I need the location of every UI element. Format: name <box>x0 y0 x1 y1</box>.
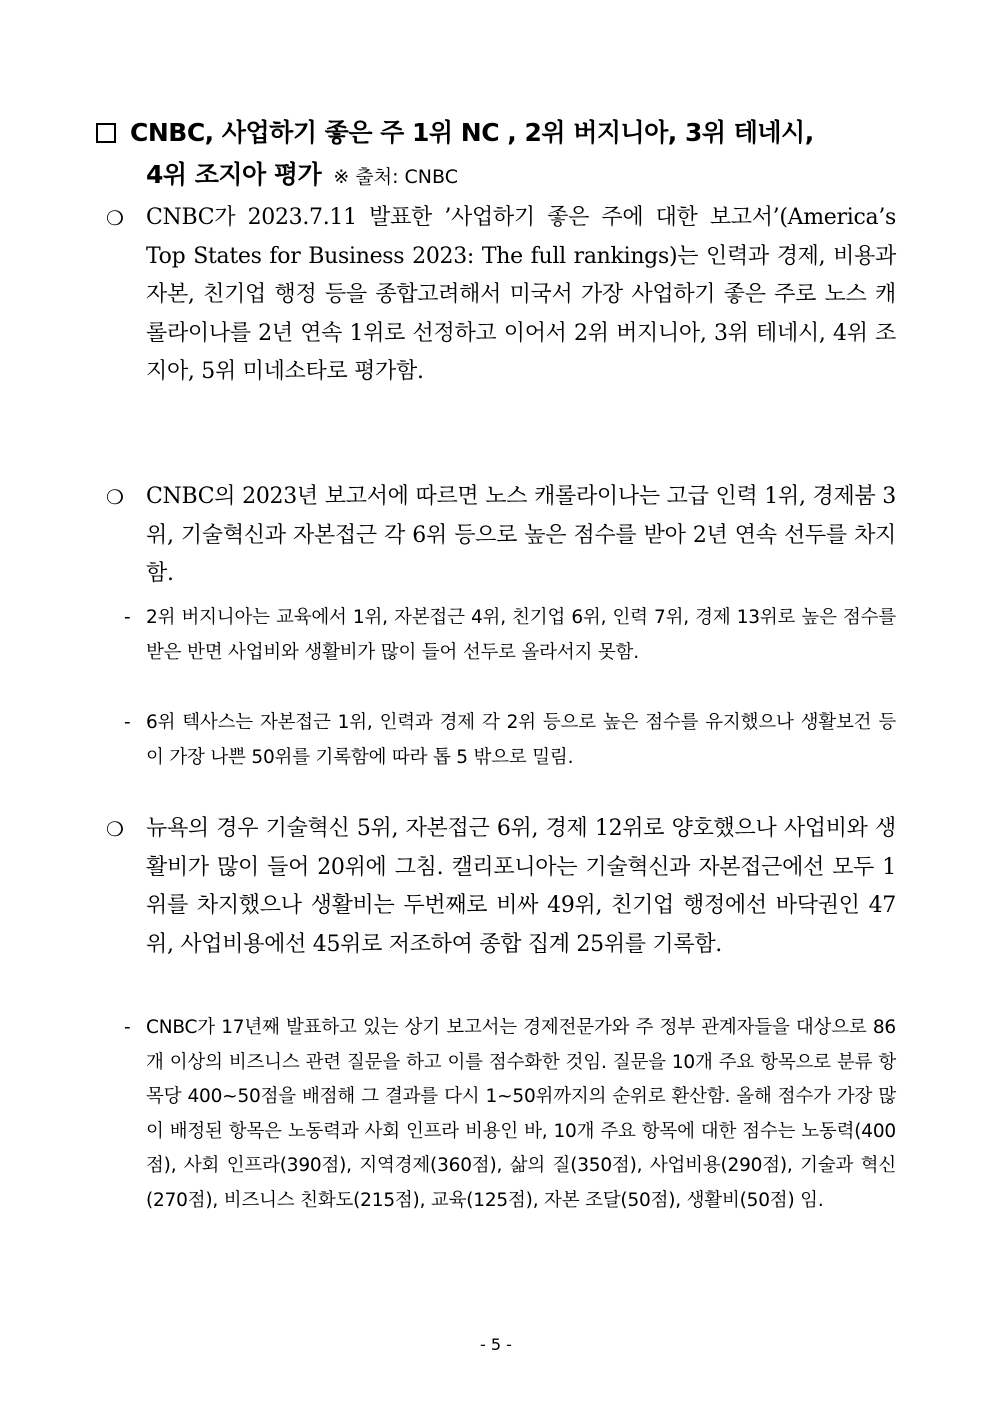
dash-text: CNBC가 17년째 발표하고 있는 상기 보고서는 경제전문가와 주 정부 관계자들을 대상으로 86개 이상의 비즈니스 관련 질문을 하고 이를 점수화한 것임. 질문을 10개 주요 항목으로 분류 항목당 400~50점을 배점해 그 결과를 다시 1~50위까지의 순위로 환산함. 올해 점수가 가장 많이 배정된 항목은 노동력과 사회 인프라 비용인 바, 10개 주요 항목에 대한 점수는 노동력(400점), 사회 인프라(390점), 지역경제(360점), 삶의 질(350점), 사업비용(290점), 기술과 혁신(270점), 비즈니스 친화도(215점), 교육(125점), 자본 조달(50점), 생활비(50점) 임. <box>146 1017 896 1211</box>
page-number: - 5 - <box>480 1335 512 1354</box>
heading-line-1 <box>96 112 908 154</box>
bullet-text: 뉴욕의 경우 기술혁신 5위, 자본접근 6위, 경제 12위로 양호했으나 사업비와 생활비가 많이 들어 20위에 그침. 캘리포니아는 기술혁신과 자본접근에선 모두 1위를 차지했으나 생활비는 두번째로 비싸 49위, 친기업 행정에선 바닥권인 47위, 사업비용에선 45위로 저조하여 종합 집계 25위를 기록함. <box>146 816 896 957</box>
heading-title-line1: CNBC, 사업하기 좋은 주 1위 NC , 2위 버지니아, 3위 테네시, <box>130 118 814 147</box>
dash-bullet: - <box>124 712 131 733</box>
bullet-text: CNBC가 2023.7.11 발표한 ’사업하기 좋은 주에 대한 보고서’(America’s Top States for Business 2023: The full rankings)는 인력과 경제, 비용과 자본, 친기업 행정 등을 종합고려해서 미국서 가장 사업하기 좋은 주로 노스 캐롤라이나를 2년 연속 1위로 선정하고 이어서 2위 버지니아, 3위 테네시, 4위 조지아, 5위 미네소타로 평가함. <box>146 205 896 384</box>
section-heading <box>96 112 908 198</box>
heading-line-2 <box>96 154 908 198</box>
heading-source: ※ 출처: CNBC <box>333 166 458 188</box>
heading-title-line2: 4위 조지아 평가 <box>146 160 322 189</box>
dash-text: 6위 텍사스는 자본접근 1위, 인력과 경제 각 2위 등으로 높은 점수를 유지했으나 생활보건 등이 가장 나쁜 50위를 기록함에 따라 톱 5 밖으로 밀림. <box>146 712 896 768</box>
circle-bullet-icon: ❍ <box>106 206 124 230</box>
bullet-paragraph-1 <box>106 199 896 392</box>
bullet-paragraph-3 <box>106 810 896 964</box>
checkbox-square-icon <box>96 123 116 143</box>
bullet-paragraph-2 <box>106 478 896 594</box>
dash-text: 2위 버지니아는 교육에서 1위, 자본접근 4위, 친기업 6위, 인력 7위, 경제 13위로 높은 점수를 받은 반면 사업비와 생활비가 많이 들어 선두로 올라서지 못함. <box>146 607 896 663</box>
dash-item-2 <box>124 706 896 775</box>
circle-bullet-icon: ❍ <box>106 485 124 509</box>
dash-bullet: - <box>124 1017 131 1038</box>
dash-item-3 <box>124 1011 896 1218</box>
dash-item-1 <box>124 601 896 670</box>
circle-bullet-icon: ❍ <box>106 817 124 841</box>
dash-bullet: - <box>124 607 131 628</box>
bullet-text: CNBC의 2023년 보고서에 따르면 노스 캐롤라이나는 고급 인력 1위, 경제붐 3위, 기술혁신과 자본접근 각 6위 등으로 높은 점수를 받아 2년 연속 선두를 차지함. <box>146 484 896 586</box>
